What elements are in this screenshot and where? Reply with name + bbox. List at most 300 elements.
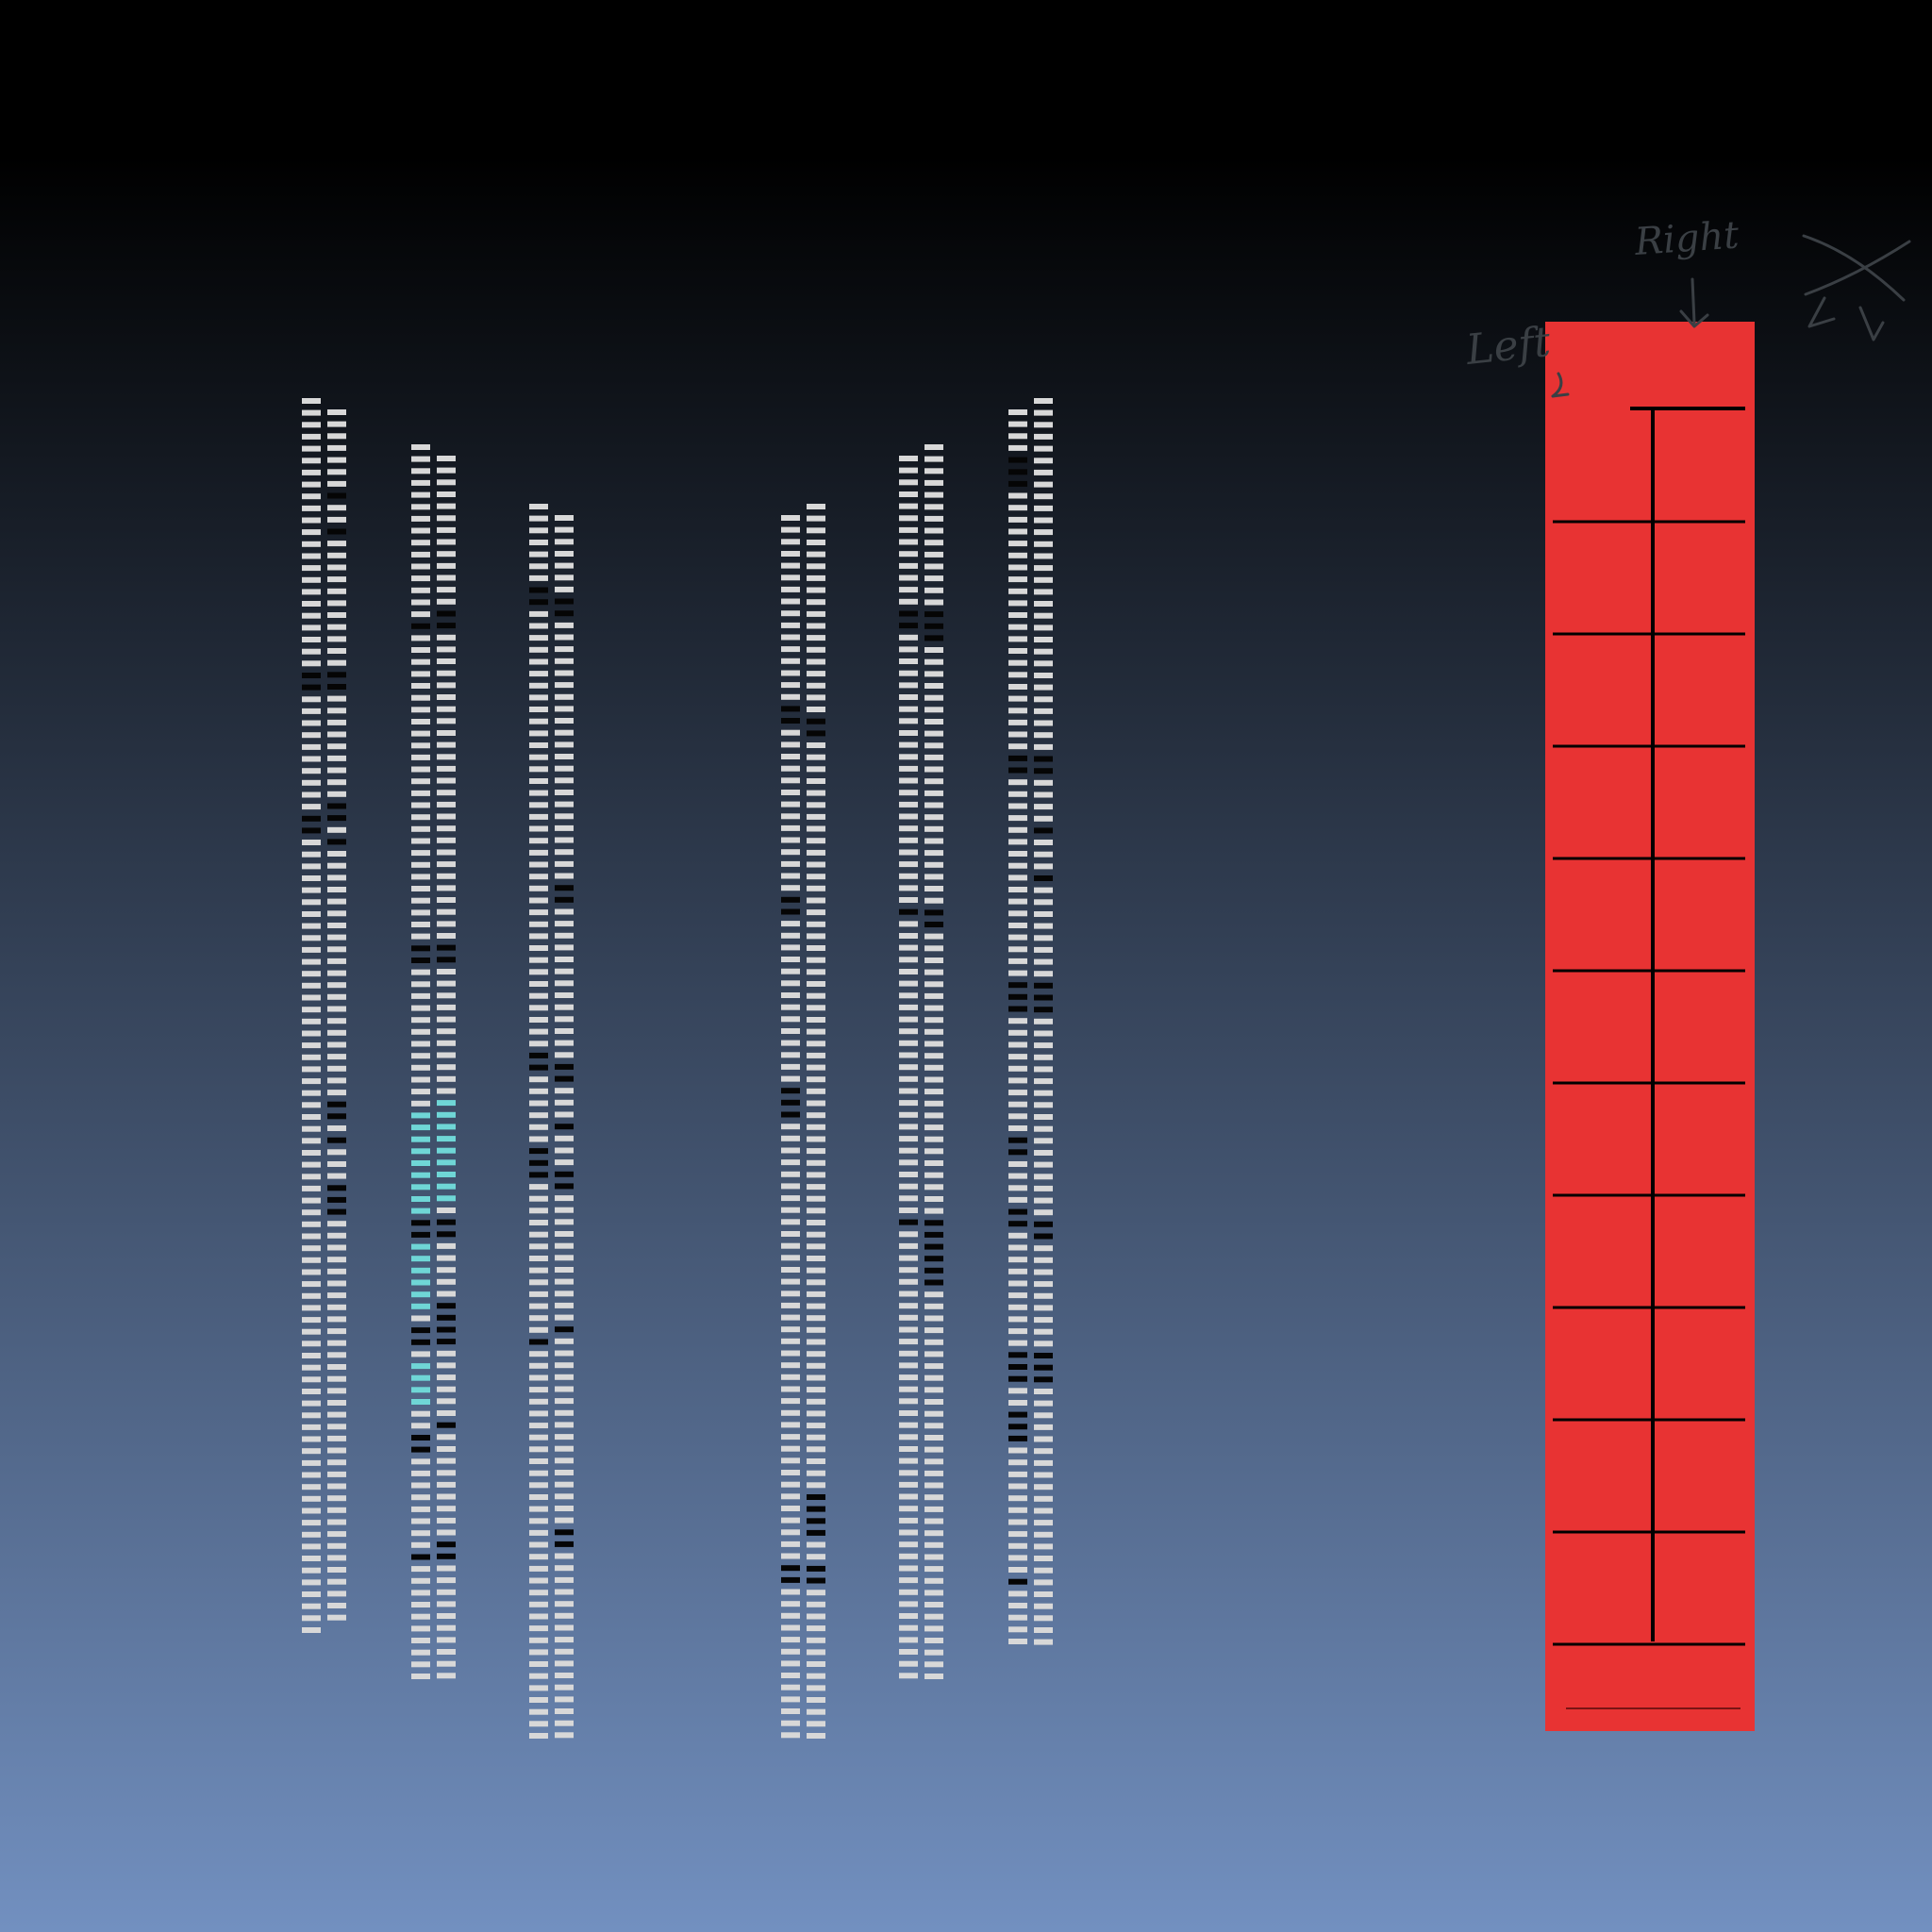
note-cell bbox=[411, 1351, 430, 1357]
note-cell-active bbox=[924, 1244, 943, 1250]
note-cell bbox=[437, 575, 456, 581]
note-cell bbox=[781, 730, 800, 736]
note-cell bbox=[529, 922, 548, 927]
note-cell-highlight bbox=[411, 1304, 430, 1309]
note-cell bbox=[1034, 1627, 1053, 1633]
note-cell bbox=[807, 1399, 825, 1405]
note-cell bbox=[529, 1005, 548, 1010]
note-cell bbox=[899, 1601, 918, 1607]
note-cell bbox=[555, 754, 574, 759]
note-cell bbox=[529, 730, 548, 736]
note-cell bbox=[807, 886, 825, 891]
note-cell-active bbox=[555, 1172, 574, 1177]
note-cell-active bbox=[555, 1183, 574, 1189]
note-cell-active bbox=[1008, 756, 1027, 761]
note-cell bbox=[1034, 971, 1053, 976]
note-cell bbox=[1034, 1102, 1053, 1108]
note-cell bbox=[899, 1100, 918, 1106]
note-cell bbox=[555, 1422, 574, 1427]
note-cell bbox=[899, 456, 918, 461]
note-cell bbox=[555, 1660, 574, 1666]
note-cell bbox=[1008, 1400, 1027, 1406]
note-cell bbox=[437, 1494, 456, 1500]
note-cell bbox=[924, 1399, 943, 1405]
note-cell bbox=[1034, 554, 1053, 559]
note-cell-highlight bbox=[411, 1184, 430, 1190]
note-cell bbox=[781, 777, 800, 783]
note-cell bbox=[327, 1459, 346, 1465]
note-cell bbox=[302, 470, 321, 475]
note-cell bbox=[302, 1091, 321, 1096]
note-cell-active bbox=[529, 588, 548, 593]
note-cell bbox=[555, 1613, 574, 1619]
note-cell bbox=[302, 1532, 321, 1538]
note-cell bbox=[899, 825, 918, 831]
note-cell bbox=[302, 577, 321, 583]
note-cell-active bbox=[781, 1088, 800, 1093]
note-cell-active bbox=[437, 611, 456, 617]
note-cell bbox=[555, 802, 574, 808]
note-cell bbox=[411, 731, 430, 737]
receptor-panel[interactable] bbox=[1545, 322, 1755, 1731]
note-cell bbox=[1034, 1138, 1053, 1143]
note-cell bbox=[924, 1160, 943, 1166]
note-cell bbox=[1008, 1054, 1027, 1059]
note-cell bbox=[807, 527, 825, 533]
note-cell bbox=[555, 1195, 574, 1201]
note-cell bbox=[302, 757, 321, 762]
note-cell-active bbox=[411, 945, 430, 951]
note-cell-active bbox=[327, 804, 346, 809]
note-cell bbox=[1034, 493, 1053, 499]
note-cell-active bbox=[411, 1435, 430, 1441]
note-cell bbox=[899, 1172, 918, 1177]
note-cell bbox=[555, 1708, 574, 1714]
note-cell bbox=[899, 1303, 918, 1308]
note-cell bbox=[1008, 815, 1027, 821]
note-cell bbox=[437, 874, 456, 879]
note-cell bbox=[327, 1245, 346, 1251]
note-cell-active bbox=[899, 1220, 918, 1225]
note-cell-active bbox=[327, 1102, 346, 1108]
note-cell bbox=[555, 766, 574, 772]
note-cell bbox=[302, 995, 321, 1001]
note-cell bbox=[899, 1279, 918, 1285]
note-cell bbox=[807, 1625, 825, 1631]
note-cell-active bbox=[1008, 1364, 1027, 1370]
note-cell bbox=[1008, 433, 1027, 439]
note-cell bbox=[327, 481, 346, 487]
note-cell bbox=[807, 540, 825, 545]
note-cell bbox=[807, 1256, 825, 1261]
note-cell bbox=[529, 683, 548, 689]
note-cell bbox=[1034, 410, 1053, 416]
note-cell bbox=[411, 993, 430, 999]
note-cell bbox=[529, 552, 548, 558]
note-cell bbox=[437, 1577, 456, 1583]
note-cell bbox=[327, 1603, 346, 1608]
note-cell bbox=[529, 814, 548, 820]
note-cell bbox=[327, 1615, 346, 1621]
note-cell bbox=[555, 741, 574, 747]
note-cell bbox=[302, 1496, 321, 1502]
note-cell bbox=[555, 539, 574, 544]
note-cell bbox=[924, 934, 943, 940]
note-cell bbox=[529, 1196, 548, 1202]
note-cell bbox=[899, 599, 918, 605]
note-cell bbox=[807, 981, 825, 987]
note-cell-active bbox=[1008, 768, 1027, 774]
note-cell bbox=[437, 730, 456, 736]
note-cell bbox=[437, 1053, 456, 1058]
note-cell bbox=[924, 1578, 943, 1584]
note-cell bbox=[302, 1102, 321, 1108]
note-cell bbox=[529, 1446, 548, 1452]
note-cell bbox=[924, 1519, 943, 1524]
note-cell bbox=[899, 850, 918, 856]
note-cell bbox=[555, 1732, 574, 1738]
note-cell bbox=[781, 623, 800, 628]
note-cell bbox=[807, 1065, 825, 1071]
note-cell bbox=[807, 1685, 825, 1690]
note-cell bbox=[555, 646, 574, 652]
note-cell-active bbox=[411, 958, 430, 963]
note-cell bbox=[529, 1625, 548, 1631]
note-cell bbox=[924, 1483, 943, 1489]
note-cell bbox=[555, 1470, 574, 1475]
note-cell bbox=[437, 1076, 456, 1082]
note-cell bbox=[327, 994, 346, 1000]
note-cell bbox=[327, 1030, 346, 1036]
note-cell-active bbox=[411, 1340, 430, 1345]
note-cell bbox=[529, 1351, 548, 1357]
note-cell bbox=[781, 1732, 800, 1738]
note-cell bbox=[437, 981, 456, 987]
note-cell bbox=[1034, 649, 1053, 655]
note-cell-active bbox=[302, 827, 321, 833]
note-cell bbox=[924, 1065, 943, 1071]
note-cell bbox=[327, 696, 346, 702]
note-cell bbox=[411, 1017, 430, 1023]
note-cell bbox=[924, 1602, 943, 1607]
note-cell-active bbox=[555, 1124, 574, 1129]
note-cell bbox=[1008, 1316, 1027, 1322]
note-cell bbox=[529, 981, 548, 987]
note-cell bbox=[807, 1124, 825, 1130]
note-cell bbox=[781, 957, 800, 962]
note-cell bbox=[327, 576, 346, 582]
note-cell bbox=[529, 1375, 548, 1381]
note-cell bbox=[807, 1661, 825, 1667]
note-cell bbox=[781, 813, 800, 819]
note-cell bbox=[411, 707, 430, 712]
note-cell bbox=[1008, 625, 1027, 630]
note-cell bbox=[555, 1696, 574, 1702]
note-cell bbox=[555, 849, 574, 855]
note-cell bbox=[924, 945, 943, 951]
note-cell bbox=[327, 1269, 346, 1274]
note-cell bbox=[411, 981, 430, 987]
note-cell bbox=[327, 1472, 346, 1477]
note-cell bbox=[807, 694, 825, 700]
note-cell bbox=[555, 933, 574, 939]
note-cell-highlight bbox=[411, 1244, 430, 1250]
note-cell bbox=[781, 646, 800, 652]
note-cell bbox=[1034, 1055, 1053, 1060]
note-cell bbox=[899, 563, 918, 569]
note-cell bbox=[529, 624, 548, 629]
note-cell bbox=[437, 504, 456, 509]
note-cell bbox=[555, 813, 574, 819]
note-cell bbox=[807, 1709, 825, 1715]
note-cell bbox=[302, 1353, 321, 1358]
note-cell bbox=[327, 1149, 346, 1155]
note-cell bbox=[1008, 422, 1027, 427]
note-cell bbox=[924, 647, 943, 653]
note-cell bbox=[302, 1209, 321, 1215]
note-cell bbox=[924, 1101, 943, 1107]
note-cell bbox=[555, 1554, 574, 1559]
note-cell-active bbox=[781, 706, 800, 711]
note-cell bbox=[781, 861, 800, 867]
note-cell bbox=[302, 708, 321, 714]
note-cell bbox=[899, 1076, 918, 1082]
note-cell bbox=[529, 1638, 548, 1643]
note-cell bbox=[302, 1114, 321, 1120]
note-cell bbox=[807, 1160, 825, 1166]
note-cell bbox=[807, 1482, 825, 1488]
note-cell bbox=[411, 1494, 430, 1500]
note-cell bbox=[781, 969, 800, 974]
note-cell bbox=[1008, 589, 1027, 594]
note-cell bbox=[302, 971, 321, 976]
note-cell bbox=[302, 565, 321, 571]
note-cell-highlight bbox=[437, 1159, 456, 1165]
note-cell bbox=[1034, 1198, 1053, 1204]
note-cell bbox=[411, 719, 430, 724]
note-cell bbox=[1034, 732, 1053, 738]
note-cell-active bbox=[437, 945, 456, 951]
note-cell bbox=[1034, 398, 1053, 404]
note-cell bbox=[555, 1685, 574, 1690]
note-cell bbox=[1034, 721, 1053, 726]
note-cell bbox=[807, 1423, 825, 1428]
note-cell bbox=[781, 682, 800, 688]
note-cell bbox=[327, 541, 346, 546]
note-cell bbox=[302, 852, 321, 858]
note-cell bbox=[302, 768, 321, 774]
note-cell bbox=[924, 1208, 943, 1214]
note-cell bbox=[437, 682, 456, 688]
note-cell bbox=[555, 777, 574, 783]
note-cell bbox=[411, 552, 430, 558]
note-cell bbox=[411, 1519, 430, 1524]
note-cell bbox=[781, 1219, 800, 1224]
note-cell bbox=[327, 1567, 346, 1573]
note-cell bbox=[555, 992, 574, 998]
note-cell bbox=[529, 1029, 548, 1035]
note-cell bbox=[924, 874, 943, 879]
note-cell bbox=[807, 516, 825, 522]
note-cell-active bbox=[437, 1303, 456, 1308]
note-cell bbox=[781, 1625, 800, 1631]
note-cell-active bbox=[807, 1518, 825, 1524]
note-cell bbox=[302, 1365, 321, 1371]
note-cell-active bbox=[807, 1494, 825, 1500]
note-cell bbox=[1034, 1520, 1053, 1525]
note-cell bbox=[781, 1601, 800, 1607]
note-cell bbox=[302, 1389, 321, 1394]
note-cell bbox=[807, 1041, 825, 1046]
note-cell bbox=[781, 1148, 800, 1154]
note-cell bbox=[529, 969, 548, 974]
note-cell bbox=[1034, 1568, 1053, 1574]
note-cell bbox=[327, 1591, 346, 1596]
note-cell bbox=[555, 874, 574, 879]
note-cell bbox=[529, 1363, 548, 1369]
note-cell bbox=[924, 839, 943, 844]
note-cell bbox=[1008, 1185, 1027, 1191]
note-cell bbox=[781, 1613, 800, 1619]
note-cell bbox=[899, 1256, 918, 1261]
note-cell bbox=[411, 1316, 430, 1322]
note-cell bbox=[899, 1398, 918, 1404]
note-cell bbox=[327, 1555, 346, 1560]
note-cell bbox=[555, 671, 574, 676]
note-cell bbox=[807, 1291, 825, 1297]
note-cell bbox=[899, 814, 918, 820]
note-cell bbox=[327, 743, 346, 749]
note-cell bbox=[1034, 852, 1053, 858]
note-cell bbox=[899, 658, 918, 664]
note-cell bbox=[899, 718, 918, 724]
note-cell bbox=[1034, 804, 1053, 809]
note-cell bbox=[529, 1279, 548, 1285]
note-cell bbox=[529, 707, 548, 712]
note-cell bbox=[899, 1243, 918, 1249]
note-cell bbox=[529, 1554, 548, 1559]
note-cell-active bbox=[1008, 1209, 1027, 1215]
note-cell bbox=[924, 1375, 943, 1381]
note-cell bbox=[555, 623, 574, 628]
left-label: Left bbox=[1463, 317, 1553, 375]
note-cell-active bbox=[327, 1209, 346, 1215]
note-cell bbox=[529, 1602, 548, 1607]
note-cell bbox=[1034, 1281, 1053, 1287]
note-cell bbox=[1034, 565, 1053, 571]
note-cell bbox=[1034, 518, 1053, 524]
note-cell bbox=[899, 671, 918, 676]
note-cell bbox=[437, 646, 456, 652]
note-cell bbox=[807, 1017, 825, 1023]
note-cell-active bbox=[924, 922, 943, 927]
note-cell bbox=[899, 957, 918, 962]
note-cell bbox=[899, 1041, 918, 1046]
note-cell bbox=[529, 1208, 548, 1213]
note-cell bbox=[1008, 804, 1027, 809]
note-cell bbox=[555, 563, 574, 569]
note-cell bbox=[437, 1291, 456, 1297]
note-cell bbox=[302, 613, 321, 619]
note-cell bbox=[529, 1494, 548, 1500]
note-cell bbox=[1008, 1281, 1027, 1287]
note-cell bbox=[302, 1520, 321, 1525]
note-cell bbox=[327, 1221, 346, 1226]
note-cell bbox=[1008, 791, 1027, 797]
note-cell bbox=[529, 1542, 548, 1548]
note-cell bbox=[437, 814, 456, 820]
note-cell bbox=[529, 647, 548, 653]
note-cell bbox=[437, 1410, 456, 1416]
note-cell bbox=[529, 1101, 548, 1107]
note-cell bbox=[555, 1088, 574, 1093]
note-cell bbox=[302, 1473, 321, 1478]
note-cell bbox=[899, 694, 918, 700]
note-cell-highlight bbox=[411, 1112, 430, 1118]
note-cell bbox=[529, 1471, 548, 1476]
note-cell bbox=[807, 755, 825, 760]
note-cell bbox=[899, 1410, 918, 1416]
note-cell bbox=[899, 838, 918, 843]
note-cell-highlight bbox=[411, 1387, 430, 1392]
note-cell bbox=[302, 935, 321, 941]
note-cell-active bbox=[437, 1339, 456, 1344]
note-cell bbox=[924, 504, 943, 509]
note-cell bbox=[899, 778, 918, 784]
note-cell bbox=[781, 980, 800, 986]
note-cell bbox=[781, 1457, 800, 1463]
note-cell bbox=[437, 1089, 456, 1094]
note-cell bbox=[807, 1268, 825, 1274]
note-cell-active bbox=[1034, 768, 1053, 774]
note-cell bbox=[529, 791, 548, 796]
note-cell-active bbox=[924, 1268, 943, 1274]
note-cell bbox=[924, 1124, 943, 1130]
note-cell bbox=[899, 1339, 918, 1344]
note-cell-active bbox=[1008, 458, 1027, 463]
note-cell bbox=[1008, 708, 1027, 713]
note-cell bbox=[1034, 1424, 1053, 1430]
note-cell-active bbox=[302, 685, 321, 691]
note-cell bbox=[924, 575, 943, 581]
note-cell bbox=[555, 1279, 574, 1285]
note-cell bbox=[899, 1089, 918, 1094]
note-cell bbox=[555, 1518, 574, 1524]
note-cell bbox=[1008, 1543, 1027, 1549]
note-cell-active bbox=[1008, 982, 1027, 988]
note-cell bbox=[437, 1530, 456, 1536]
note-cell bbox=[327, 553, 346, 558]
note-cell bbox=[437, 563, 456, 569]
note-cell bbox=[924, 1112, 943, 1118]
note-cell bbox=[781, 539, 800, 544]
note-cell bbox=[924, 898, 943, 904]
note-cell bbox=[781, 1685, 800, 1690]
note-cell bbox=[1034, 1437, 1053, 1442]
note-cell bbox=[411, 1101, 430, 1107]
note-cell bbox=[555, 921, 574, 926]
note-cell bbox=[1008, 1030, 1027, 1036]
note-cell bbox=[411, 1471, 430, 1476]
note-cell bbox=[555, 1136, 574, 1141]
note-cell bbox=[899, 1625, 918, 1631]
note-cell bbox=[529, 575, 548, 581]
note-cell bbox=[807, 1387, 825, 1392]
note-cell bbox=[302, 696, 321, 702]
note-cell-active bbox=[1008, 481, 1027, 487]
note-cell bbox=[1008, 1459, 1027, 1465]
note-cell bbox=[1008, 648, 1027, 654]
